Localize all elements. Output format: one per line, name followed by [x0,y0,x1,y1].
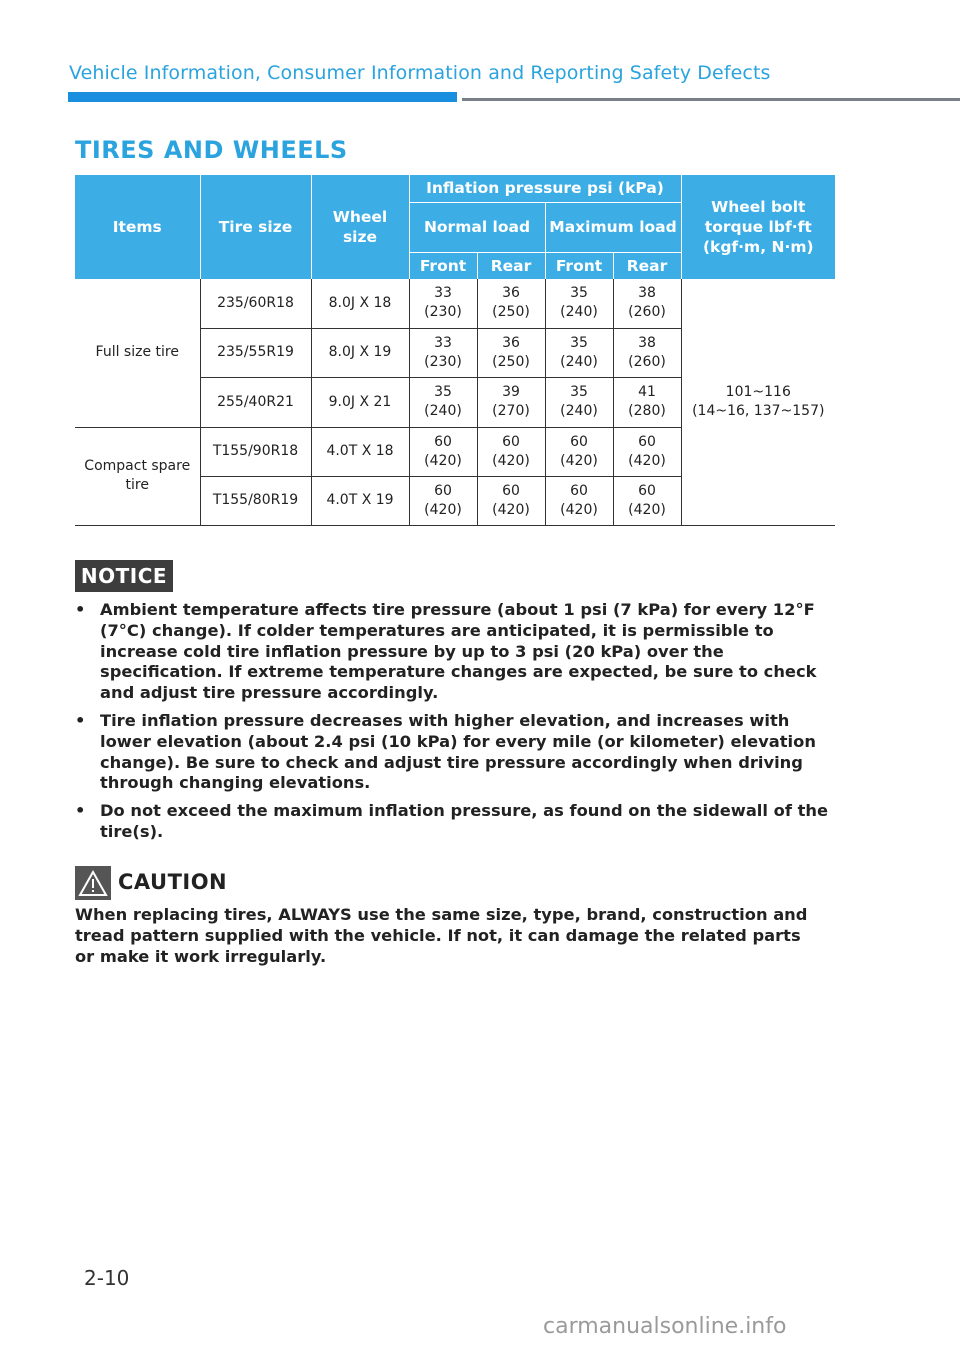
caution-text: When replacing tires, ALWAYS use the same size, type, brand, construction and tread pattern supplied with the vehicle. If not, it can damage the related parts or make it work irregularly. [75,905,808,966]
pressure-cell: 41 (280) [613,377,681,427]
header-inflation: Inflation pressure psi (kPa) [409,175,681,202]
notice-item: • Ambient temperature affects tire pressure (about 1 psi (7 kPa) for every 12°F (7°C) change). If colder temperatures are anticipated, it is permissible to increase cold tire inflation pressure by up to 3 psi (20 kPa) over the specification. If extreme temperature changes are expected, be sure to check and adjust tire pressure accordingly. [75,600,817,703]
pressure-cell: 35 (240) [545,279,613,328]
wheel-size-cell: 9.0J X 21 [311,377,409,427]
header-wheel-bolt: Wheel bolt torque lbf·ft (kgf·m, N·m) [681,175,835,279]
wheel-bolt-torque-cell: 101~116 (14~16, 137~157) [681,279,835,525]
wheel-size-cell: 8.0J X 19 [311,328,409,377]
pressure-cell: 60 (420) [477,427,545,476]
notice-item: • Do not exceed the maximum inflation pressure, as found on the sidewall of the tire(s). [75,801,828,841]
header-normal-load: Normal load [409,202,545,252]
tire-size-cell: 235/60R18 [200,279,311,328]
header-front: Front [545,252,613,279]
pressure-cell: 60 (420) [409,427,477,476]
warning-triangle-icon [75,866,111,900]
header-tire-size: Tire size [200,175,311,279]
header-items: Items [75,175,200,279]
wheel-size-cell: 4.0T X 18 [311,427,409,476]
pressure-cell: 35 (240) [409,377,477,427]
bullet: • [75,600,86,619]
wheel-size-cell: 8.0J X 18 [311,279,409,328]
pressure-cell: 60 (420) [613,476,681,525]
pressure-cell: 36 (250) [477,279,545,328]
bullet: • [75,710,86,730]
tire-size-cell: 235/55R19 [200,328,311,377]
header-front: Front [409,252,477,279]
tire-size-cell: T155/90R18 [200,427,311,476]
pressure-cell: 33 (230) [409,328,477,377]
header-rule-gray [462,98,960,101]
pressure-cell: 60 (420) [409,476,477,525]
group-full-size: Full size tire [75,279,200,427]
section-title: TIRES AND WHEELS [75,136,348,164]
header-rule-blue [68,92,457,102]
notice-item: • Tire inflation pressure decreases with higher elevation, and increases with lower elevation (about 2.4 psi (10 kPa) for every mile (or kilometer) elevation change). Be sure to check and adjust tire pressure accordingly when driving through changing elevations. [75,710,816,793]
pressure-cell: 60 (420) [545,476,613,525]
header-rear: Rear [477,252,545,279]
notice-list [75,600,840,850]
pressure-cell: 39 (270) [477,377,545,427]
bullet: • [75,801,86,821]
group-compact-spare: Compact spare tire [75,427,200,525]
watermark-link[interactable]: carmanualsonline.info [543,1314,787,1339]
header-maximum-load: Maximum load [545,202,681,252]
wheel-size-cell: 4.0T X 19 [311,476,409,525]
pressure-cell: 35 (240) [545,328,613,377]
header-wheel-size: Wheel size [311,175,409,279]
pressure-cell: 60 (420) [613,427,681,476]
tire-size-cell: 255/40R21 [200,377,311,427]
page-number: 2-10 [84,1266,130,1290]
tires-wheels-table [75,175,835,526]
pressure-cell: 33 (230) [409,279,477,328]
pressure-cell: 60 (420) [545,427,613,476]
tire-size-cell: T155/80R19 [200,476,311,525]
pressure-cell: 35 (240) [545,377,613,427]
caution-title: CAUTION [118,870,228,894]
running-header: Vehicle Information, Consumer Information and Reporting Safety Defects [69,62,771,84]
pressure-cell: 36 (250) [477,328,545,377]
pressure-cell: 60 (420) [477,476,545,525]
header-rear: Rear [613,252,681,279]
pressure-cell: 38 (260) [613,328,681,377]
notice-label: NOTICE [75,560,173,592]
pressure-cell: 38 (260) [613,279,681,328]
